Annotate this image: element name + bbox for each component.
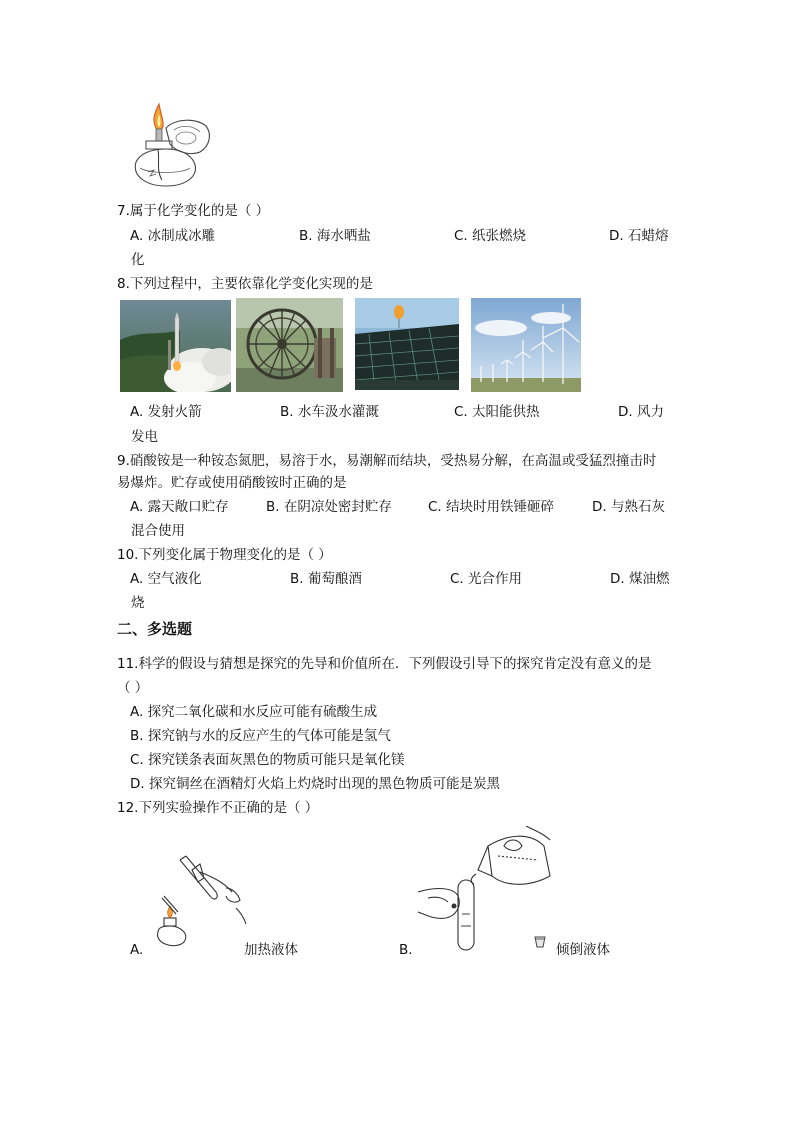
wind-power-photo [471,298,581,392]
question-10-option-c[interactable]: C. 光合作用 [450,571,523,587]
question-12-stem: 12.下列实验操作不正确的是（ ） [117,800,319,816]
question-7-option-d[interactable]: D. 石蜡熔 [609,228,669,244]
question-10-option-b[interactable]: B. 葡萄酿酒 [290,571,362,587]
question-12-option-a-letter[interactable]: A. [130,942,144,958]
waterwheel-photo [236,298,343,392]
question-9-stem-line1: 9.硝酸铵是一种铵态氮肥，易溶于水，易潮解而结块，受热易分解，在高温或受猛烈撞击时 [117,453,657,469]
question-7-option-a[interactable]: A. 冰制成冰雕 [130,228,216,244]
question-8-option-c[interactable]: C. 太阳能供热 [454,404,540,420]
question-9-stem-line2: 易爆炸。贮存或使用硝酸铵时正确的是 [117,475,347,491]
question-10-stem: 10.下列变化属于物理变化的是（ ） [117,547,332,563]
question-11-option-a[interactable]: A. 探究二氧化碳和水反应可能有硫酸生成 [130,704,378,720]
rocket-launch-photo [120,300,231,392]
alcohol-lamp-illustration [126,100,216,192]
question-10-option-d[interactable]: D. 煤油燃 [610,571,670,587]
question-11-stem-line1: 11.科学的假设与猜想是探究的先导和价值所在．下列假设引导下的探究肯定没有意义的是 [117,656,652,672]
question-9-option-d[interactable]: D. 与熟石灰 [592,499,665,515]
solar-heating-photo [355,298,459,390]
question-9-option-b[interactable]: B. 在阴凉处密封贮存 [266,499,392,515]
question-11-option-b[interactable]: B. 探究钠与水的反应产生的气体可能是氢气 [130,728,391,744]
question-12-option-b-letter[interactable]: B. [399,942,413,958]
question-11-stem-line2: （ ） [117,680,149,696]
question-11-option-c[interactable]: C. 探究镁条表面灰黑色的物质可能只是氧化镁 [130,752,405,768]
question-7-option-b[interactable]: B. 海水晒盐 [299,228,371,244]
question-9-option-c[interactable]: C. 结块时用铁锤砸碎 [428,499,555,515]
question-8-option-d[interactable]: D. 风力 [618,404,664,420]
question-10-option-a[interactable]: A. 空气液化 [130,571,202,587]
question-8-option-b[interactable]: B. 水车汲水灌溉 [280,404,379,420]
question-7-option-d-wrap: 化 [131,252,145,268]
bottle-stopper-icon [532,935,548,949]
question-11-option-d[interactable]: D. 探究铜丝在酒精灯火焰上灼烧时出现的黑色物质可能是炭黑 [130,776,500,792]
question-8-option-a[interactable]: A. 发射火箭 [130,404,202,420]
question-7-stem: 7.属于化学变化的是（ ） [117,203,270,219]
question-12-option-b-label: 倾倒液体 [556,942,610,958]
question-8-stem: 8.下列过程中，主要依靠化学变化实现的是 [117,276,373,292]
question-7-option-c[interactable]: C. 纸张燃烧 [454,228,527,244]
heating-liquid-illustration [140,852,250,952]
question-12-option-a-label: 加热液体 [244,942,298,958]
question-9-option-a[interactable]: A. 露天敞口贮存 [130,499,229,515]
section-heading: 二、多选题 [117,620,193,638]
question-8-option-d-wrap: 发电 [131,429,158,445]
question-9-option-d-wrap: 混合使用 [131,523,185,539]
question-10-option-d-wrap: 烧 [131,595,145,611]
